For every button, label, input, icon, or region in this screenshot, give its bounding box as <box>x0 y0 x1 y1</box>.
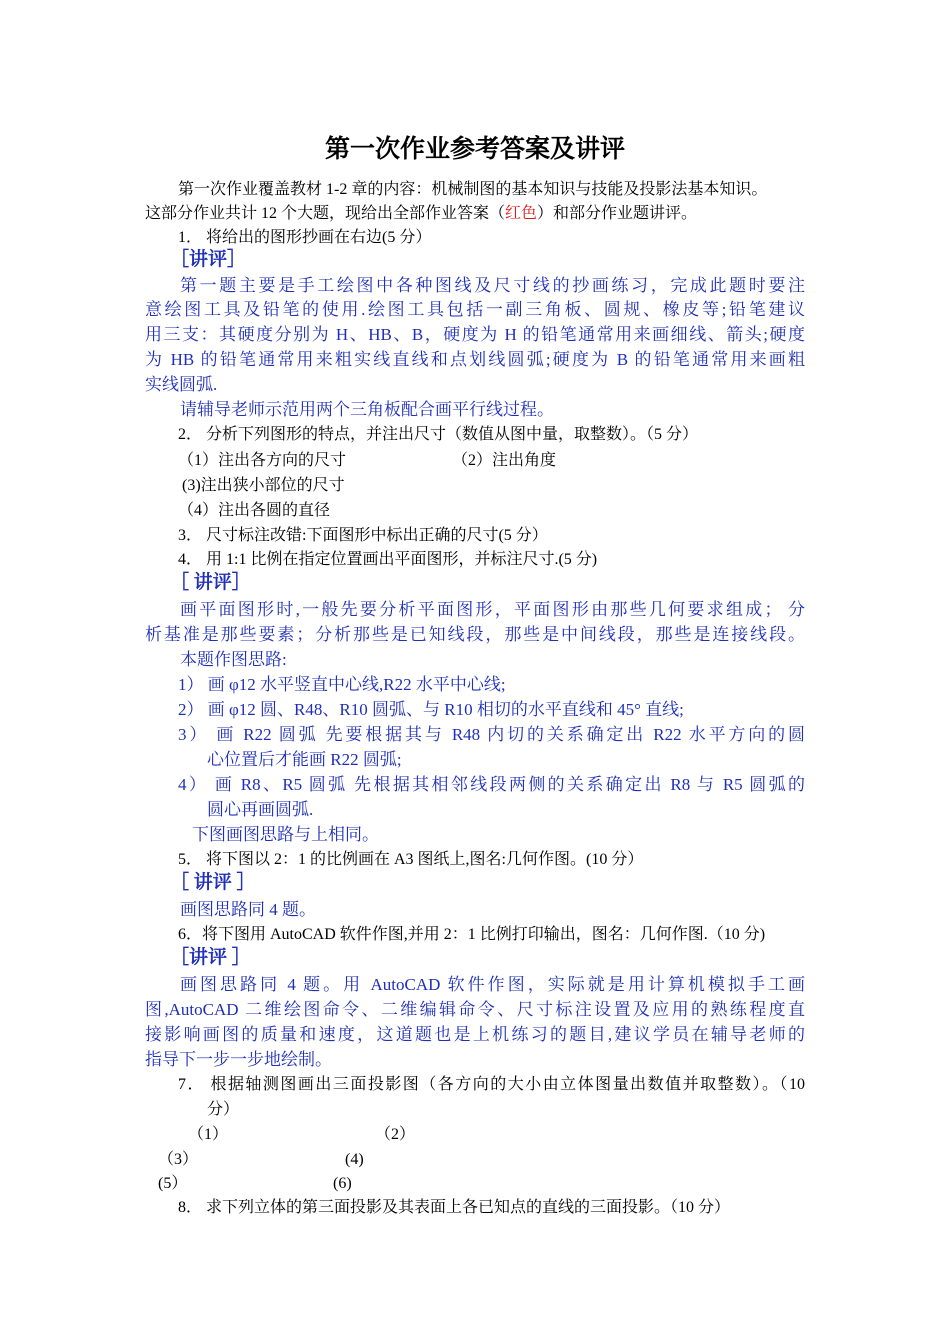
review-4-step-1: 1） 画 φ12 水平竖直中心线,R22 水平中心线; <box>178 675 506 694</box>
question-7-sub-2: （2） <box>375 1126 416 1143</box>
review-1-line-1: 第一题主要是手工绘图中各种图线及尺寸线的抄画练习，完成此题时要注 <box>180 276 805 295</box>
review-6-line-3: 接影响画图的质量和速度，这道题也是上机练习的题目,建议学员在辅导老师的 <box>145 1025 805 1044</box>
review-4-heading: ［ 讲评］ <box>170 572 251 593</box>
question-5: 5． 将下图以 2：1 的比例画在 A3 图纸上,图名:几何作图。(10 分） <box>178 851 644 868</box>
review-1-note: 请辅导老师示范用两个三角板配合画平行线过程。 <box>180 400 554 419</box>
question-4: 4． 用 1:1 比例在指定位置画出平面图形，并标注尺寸.(5 分) <box>178 551 598 568</box>
review-4-step-3b: 心位置后才能画 R22 圆弧; <box>207 750 402 769</box>
question-7-line-2: 分） <box>207 1101 240 1118</box>
intro-line-2 <box>145 202 697 226</box>
review-4-tail: 下图画图思路与上相同。 <box>192 825 379 844</box>
review-5-text: 画图思路同 4 题。 <box>180 900 316 919</box>
review-1-line-3: 用三支：其硬度分别为 H、HB、B，硬度为 H 的铅笔通常用来画细线、箭头;硬度 <box>145 325 805 344</box>
review-1-line-5: 实线圆弧. <box>145 375 218 394</box>
question-2: 2． 分析下列图形的特点，并注出尺寸（数值从图中量，取整数）。（5 分） <box>178 426 699 443</box>
question-2-sub-1: （1）注出各方向的尺寸 <box>178 452 347 469</box>
review-6-line-4: 指导下一步一步地绘制。 <box>145 1050 332 1069</box>
review-6-heading: ［讲评 ］ <box>170 947 251 968</box>
question-7-line-1: 7． 根据轴测图画出三面投影图（各方向的大小由立体图量出数值并取整数）。（10 <box>178 1076 805 1093</box>
question-7-sub-3: （3） <box>158 1151 199 1168</box>
review-4-step-2: 2） 画 φ12 圆、R48、R10 圆弧、与 R10 相切的水平直线和 45° 直线; <box>178 700 684 719</box>
review-5-heading: ［ 讲评 ］ <box>170 872 256 893</box>
review-4-step-3a: 3） 画 R22 圆弧 先要根据其与 R48 内切的关系确定出 R22 水平方向的圆 <box>178 725 805 744</box>
intro-line-1: 第一次作业覆盖教材 1-2 章的内容：机械制图的基本知识与技能及投影法基本知识。 <box>178 181 768 198</box>
review-1-heading: ［讲评］ <box>170 249 247 270</box>
question-3: 3． 尺寸标注改错:下面图形中标出正确的尺寸(5 分） <box>178 527 548 544</box>
question-7-sub-6: (6) <box>333 1175 352 1192</box>
review-1-line-2: 意绘图工具及铅笔的使用.绘图工具包括一副三角板、圆规、橡皮等;铅笔建议 <box>145 300 805 319</box>
review-4-steps-title: 本题作图思路: <box>180 650 287 669</box>
question-2-sub-3: (3)注出狭小部位的尺寸 <box>182 477 345 494</box>
question-2-sub-2: （2）注出角度 <box>452 452 557 469</box>
page-title: 第一次作业参考答案及讲评 <box>324 134 625 163</box>
question-7-sub-1: （1） <box>188 1126 229 1143</box>
review-6-line-2: 图,AutoCAD 二维绘图命令、二维编辑命令、尺寸标注设置及应用的熟练程度直 <box>145 1000 805 1019</box>
intro-text-b: ）和部分作业题讲评。 <box>537 205 698 222</box>
review-4-step-4a: 4） 画 R8、R5 圆弧 先根据其相邻线段两侧的关系确定出 R8 与 R5 圆弧的 <box>178 775 805 794</box>
question-1: 1． 将给出的图形抄画在右边(5 分） <box>178 229 432 246</box>
review-6-line-1: 画图思路同 4 题。用 AutoCAD 软件作图，实际就是用计算机模拟手工画 <box>180 975 805 994</box>
red-highlight: 红色 <box>505 205 538 222</box>
question-8: 8． 求下列立体的第三面投影及其表面上各已知点的直线的三面投影。（10 分） <box>178 1199 731 1216</box>
review-4-line-1: 画平面图形时,一般先要分析平面图形，平面图形由那些几何要求组成； 分 <box>180 600 805 619</box>
question-7-sub-5: (5） <box>158 1175 188 1192</box>
question-2-sub-4: （4）注出各圆的直径 <box>178 502 331 519</box>
question-6: 6．将下图用 AutoCAD 软件作图,并用 2：1 比例打印输出，图名：几何作图.（10 分) <box>178 926 766 943</box>
review-4-step-4b: 圆心再画圆弧. <box>207 800 314 819</box>
review-1-line-4: 为 HB 的铅笔通常用来粗实线直线和点划线圆弧;硬度为 B 的铅笔通常用来画粗 <box>145 350 805 369</box>
review-4-line-2: 析基准是那些要素；分析那些是已知线段，那些是中间线段，那些是连接线段。 <box>145 625 805 644</box>
intro-text-a: 这部分作业共计 12 个大题，现给出全部作业答案（ <box>145 205 506 222</box>
question-7-sub-4: (4) <box>345 1151 364 1168</box>
